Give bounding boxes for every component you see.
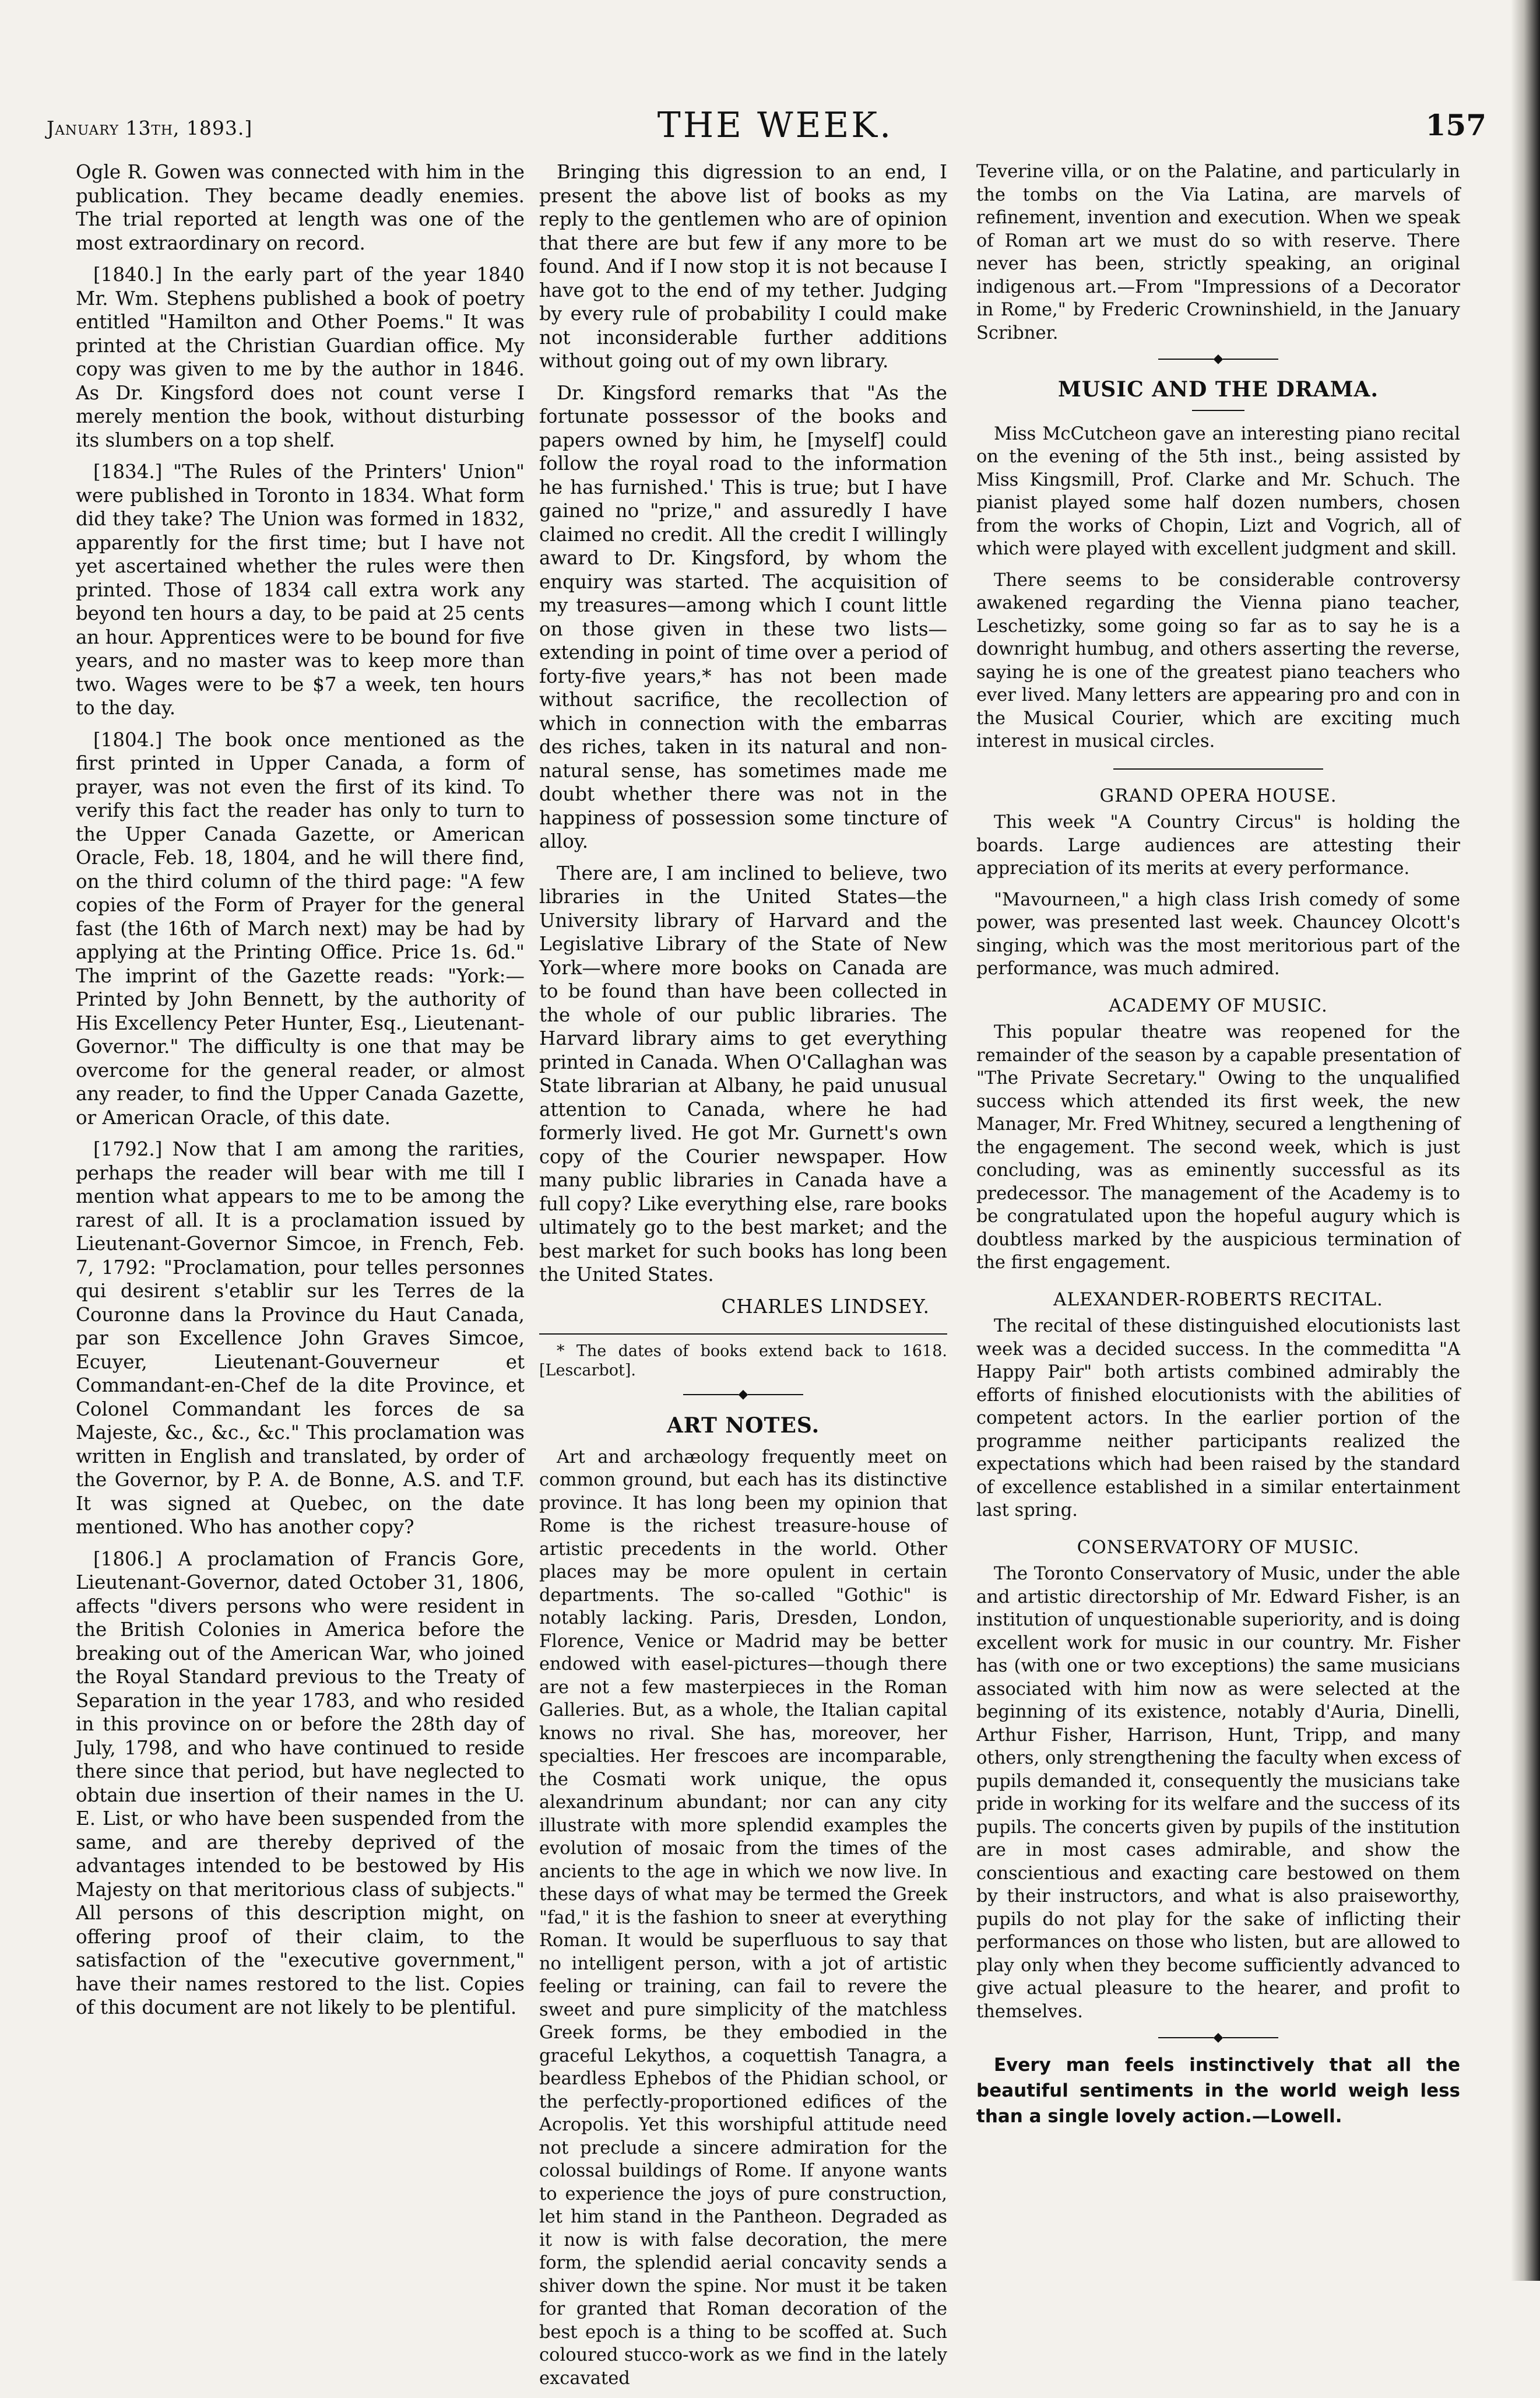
issue-date: January 13th, 1893.]: [47, 117, 253, 139]
footnote-text: * The dates of books extend back to 1618. [Lescarbot].: [539, 1342, 947, 1379]
column-middle: [539, 160, 947, 2398]
closing-quote: Every man feels instinctively that all the beautiful sentiments in the world weigh less than a single lovely action.—Lowell.: [976, 2055, 1460, 2127]
paragraph-recital: The recital of these distinguished elocutionists last week was a decided success. In the commeditta "A Happy Pair" both artists combined admirably the efforts of finished elocutionists with the abilities of competent actors. In the earlier portion of the programme neither participants realized the expectations which had been raised by the standard of excellence established in a similar entertainment last spring.: [976, 1316, 1460, 1521]
section-rule: [1113, 768, 1323, 770]
art-notes-heading: ART NOTES.: [666, 1413, 820, 1438]
alexander-roberts-recital-heading: ALEXANDER-ROBERTS RECITAL.: [1053, 1288, 1383, 1310]
paragraph-1840: [1840.] In the early part of the year 1840 Mr. Wm. Stephens published a book of poetry entitled "Hamilton and Other Poems." It was printed at the Christian Guardian office. My copy was given to me by the author in 1846. As Dr. Kingsford does not count verse I merely mention the book, without disturbing its slumbers on a top shelf.: [76, 264, 525, 451]
paragraph-1806: [1806.] A proclamation of Francis Gore, Lieutenant-Governor, dated October 31, 1806, affects "divers persons who were resident in the British Colonies in America before the breaking out of the American War, who joined the Royal Standard previous to the Treaty of Separation in the year 1783, and who resided in this province on or before the 28th day of July, 1798, and who have continued to reside there since that period, but have neglected to obtain due insertion of their names in the U. E. List, or who have been suspended from the same, and are thereby deprived of the advantages intended to be bestowed by His Majesty on that meritorious class of subjects." All persons of this description might, on offering proof of their claim, to the satisfaction of the "executive government," have their names restored to the list. Copies of this document are not likely to be plentiful.: [76, 1547, 525, 2018]
grand-opera-house-heading: GRAND OPERA HOUSE.: [1099, 785, 1337, 806]
footnote: [539, 1333, 947, 1380]
page-number: 157: [1425, 108, 1486, 142]
paragraph-academy: This popular theatre was reopened for the remainder of the season by a capable presentation of "The Private Secretary." Owing to the unqualified success which attended its first week, the new Manager, Mr. Fred Whitney, secured a lengthening of the engagement. The second week, which is just concluding, was as eminently successful as its predecessor. The management of the Academy is to be congratulated upon the hopeful augury which is doubtless marked by the auspicious termination of the first engagement.: [976, 1022, 1460, 1273]
paragraph-gowen: Ogle R. Gowen was connected with him in the publication. They became deadly enemies. The trial reported at length was one of the most extraordinary on record.: [76, 161, 525, 254]
academy-of-music-heading: ACADEMY OF MUSIC.: [1109, 995, 1328, 1016]
paragraph-kingsford: Dr. Kingsford remarks that "As the fortunate possessor of the books and papers owned by him, he [myself] could follow the royal road to the information he has furnished.' This is true; but I have gained no "prize," and assuredly I have claimed no credit. All the credit I willingly award to Dr. Kingsford, by whom the enquiry was started. The acquisition of my treasures—among which I count little on those given in these two lists—extending in point of time over a period of forty-five years,* has not been made without sacrifice, the recollection of which in connection with the embarras des riches, taken in its natural and non-natural sense, has sometimes made me doubt whether there was not in the happiness of possession some tincture of alloy.: [539, 381, 947, 852]
heading-rule: [1192, 410, 1244, 411]
paragraph-mavourneen: "Mavourneen," a high class Irish comedy of some power, was presented last week. Chauncey Olcott's singing, which was the most meritorious part of the performance, was much admired.: [976, 889, 1460, 979]
conservatory-heading: CONSERVATORY OF MUSIC.: [1077, 1536, 1360, 1558]
paragraph-conservatory: The Toronto Conservatory of Music, under the able and artistic directorship of Mr. Edward Fisher, is an institution of unquestionable superiority, and is doing excellent work for music in our country. Mr. Fisher has (with one or two exceptions) the same musicians associated with him now as were selected at the beginning of its existence, notably d'Auria, Dinelli, Arthur Fisher, Harrison, Hunt, Tripp, and many others, only strengthening the faculty when excess of pupils demanded it, consequently the musicians take pride in working for its welfare and the success of its pupils. The concerts given by pupils of the institution are in most cases admirable, and show the conscientious and exacting care bestowed on them by their instructors, and what is also praiseworthy, pupils do not play for the sake of inflicting their performances on those who listen, but are allowed to play only when they become sufficiently advanced to give actual pleasure to the hearer, and profit to themselves.: [976, 1564, 1460, 2022]
paragraph-1834: [1834.] "The Rules of the Printers' Union" were published in Toronto in 1834. What form did they take? The Union was formed in 1832, apparently for the first time; but I have not yet ascertained whether the rules were then printed. Those of 1834 call extra work any beyond ten hours a day, to be paid at 25 cents an hour. Apprentices were to be bound for five years, and no master was to keep more than two. Wages were to be $7 a week, ten hours to the day.: [76, 461, 525, 719]
author-signature: CHARLES LINDSEY.: [721, 1295, 930, 1318]
paragraph-libraries: There are, I am inclined to believe, two libraries in the United States—the University library of Harvard and the Legislative Library of the State of New York—where more books on Canada are to be found than have been collected in the whole of our public libraries. The Harvard library aims to get everything printed in Canada. When O'Callaghan was State librarian at Albany, he paid unusual attention to Canada, where he had formerly lived. He got Mr. Gurnett's own copy of the Courier newspaper. How many public libraries in Canada have a full copy? Like everything else, rare books ultimately go to the best market; and the best market for such books has long been the United States.: [539, 862, 947, 1286]
publication-title: THE WEEK.: [657, 105, 894, 146]
paragraph-mccutcheon: Miss McCutcheon gave an interesting piano recital on the evening of the 5th inst., being assisted by Miss Kingsmill, Prof. Clarke and Mr. Schuch. The pianist played some half dozen numbers, chosen from the works of Chopin, Lizt and Vogrich, all of which were played with excellent judgment and skill.: [976, 423, 1460, 559]
page-header: [47, 105, 1504, 152]
section-divider: ◆: [976, 353, 1460, 366]
paragraph-1792: [1792.] Now that I am among the rarities, perhaps the reader will bear with me till I mention what appears to me to be among the rarest of all. It is a proclamation issued by Lieutenant-Governor Simcoe, in French, Feb. 7, 1792: "Proclamation, pour telles personnes qui desirent s'etablir sur les Terres de la Couronne dans la Province du Haut Canada, par son Excellence John Graves Simcoe, Ecuyer, Lieutenant-Gouverneur et Commandant-en-Chef de la dite Province, et Colonel Commandant les forces de sa Majeste, &c., &c., &c." This proclamation was written in English and translated, by order of the Governor, by P. A. de Bonne, A.S. and T.F. It was signed at Quebec, on the date mentioned. Who has another copy?: [76, 1138, 525, 1538]
paragraph-1804: [1804.] The book once mentioned as the first printed in Upper Canada, a form of prayer, was not even the first of its kind. To verify this fact the reader has only to turn to the Upper Canada Gazette, or American Oracle, Feb. 18, 1804, and he will there find, on the third column of the third page: "A few copies of the Form of Prayer for the general fast (the 16th of March next) may be had by applying at the Printing Office. Price 1s. 6d." The imprint of the Gazette reads: "York:—Printed by John Bennett, by the authority of His Excellency Peter Hunter, Esq., Lieutenant-Governor." The difficulty is one that may be overcome for the general reader, or almost any reader, to find the Upper Canada Gazette, or American Oracle, of this date.: [76, 728, 525, 1129]
column-right: [976, 160, 1460, 2137]
paragraph-digression: Bringing this digression to an end, I present the above list of books as my reply to the gentlemen who are of opinion that there are but few if any more to be found. And if I now stop it is not because I have got to the end of my tether. Judging by every rule of probability I could make not inconsiderable further additions without going out of my own library.: [539, 161, 947, 372]
paragraph-art-continued: Teverine villa, or on the Palatine, and particularly in the tombs on the Via Latina, are marvels of refinement, invention and execution. When we speak of Roman art we must do so with reserve. There never has been, strictly speaking, an original indigenous art.—From "Impressions of a Decorator in Rome," by Frederic Crowninshield, in the January Scribner.: [976, 161, 1460, 343]
section-divider: ◆: [976, 2031, 1460, 2044]
column-left: [76, 160, 525, 2028]
scan-binding-edge: [1511, 0, 1540, 2281]
paragraph-leschetizky: There seems to be considerable controversy awakened regarding the Vienna piano teacher, Leschetizky, some going so far as to say he is a downright humbug, and others asserting the reverse, saying he is one of the greatest piano teachers who ever lived. Many letters are appearing pro and con in the Musical Courier, which are exciting much interest in musical circles.: [976, 570, 1460, 752]
paragraph-art-notes: Art and archæology frequently meet on common ground, but each has its distinctive province. It has long been my opinion that Rome is the richest treasure-house of artistic precedents in the world. Other places may be more opulent in certain departments. The so-called "Gothic" is notably lacking. Paris, Dresden, London, Florence, Venice or Madrid may be better endowed with easel-pictures—though there are not a few masterpieces in the Roman Galleries. But, as a whole, the Italian capital knows no rival. She has, moreover, her specialties. Her frescoes are incomparable, the Cosmati work unique, the opus alexandrinum abundant; nor can any city illustrate with more splendid examples the evolution of mosaic from the times of the ancients to the age in which we now live. In these days of what may be termed the Greek "fad," it is the fashion to sneer at everything Roman. It would be superfluous to say that no intelligent person, with a jot of artistic feeling or training, can fail to revere the sweet and pure simplicity of the matchless Greek forms, be they embodied in the graceful Lekythos, a coquettish Tanagra, a beardless Ephebos of the Phidian school, or the perfectly-proportioned edifices of the Acropolis. Yet this worshipful attitude need not preclude a sincere admiration for the colossal buildings of Rome. If anyone wants to experience the joys of pure construction, let him stand in the Pantheon. Degraded as it now is with false decoration, the mere form, the splendid aerial concavity sends a shiver down the spine. Nor must it be taken for granted that Roman decoration of the best epoch is a thing to be scoffed at. Such coloured stucco-work as we find in the lately excavated: [539, 1446, 947, 2389]
paragraph-country-circus: This week "A Country Circus" is holding the boards. Large audiences are attesting their appreciation of its merits at every performance.: [976, 812, 1460, 879]
section-divider: ◆: [539, 1388, 947, 1401]
music-drama-heading: MUSIC AND THE DRAMA.: [1057, 377, 1379, 402]
